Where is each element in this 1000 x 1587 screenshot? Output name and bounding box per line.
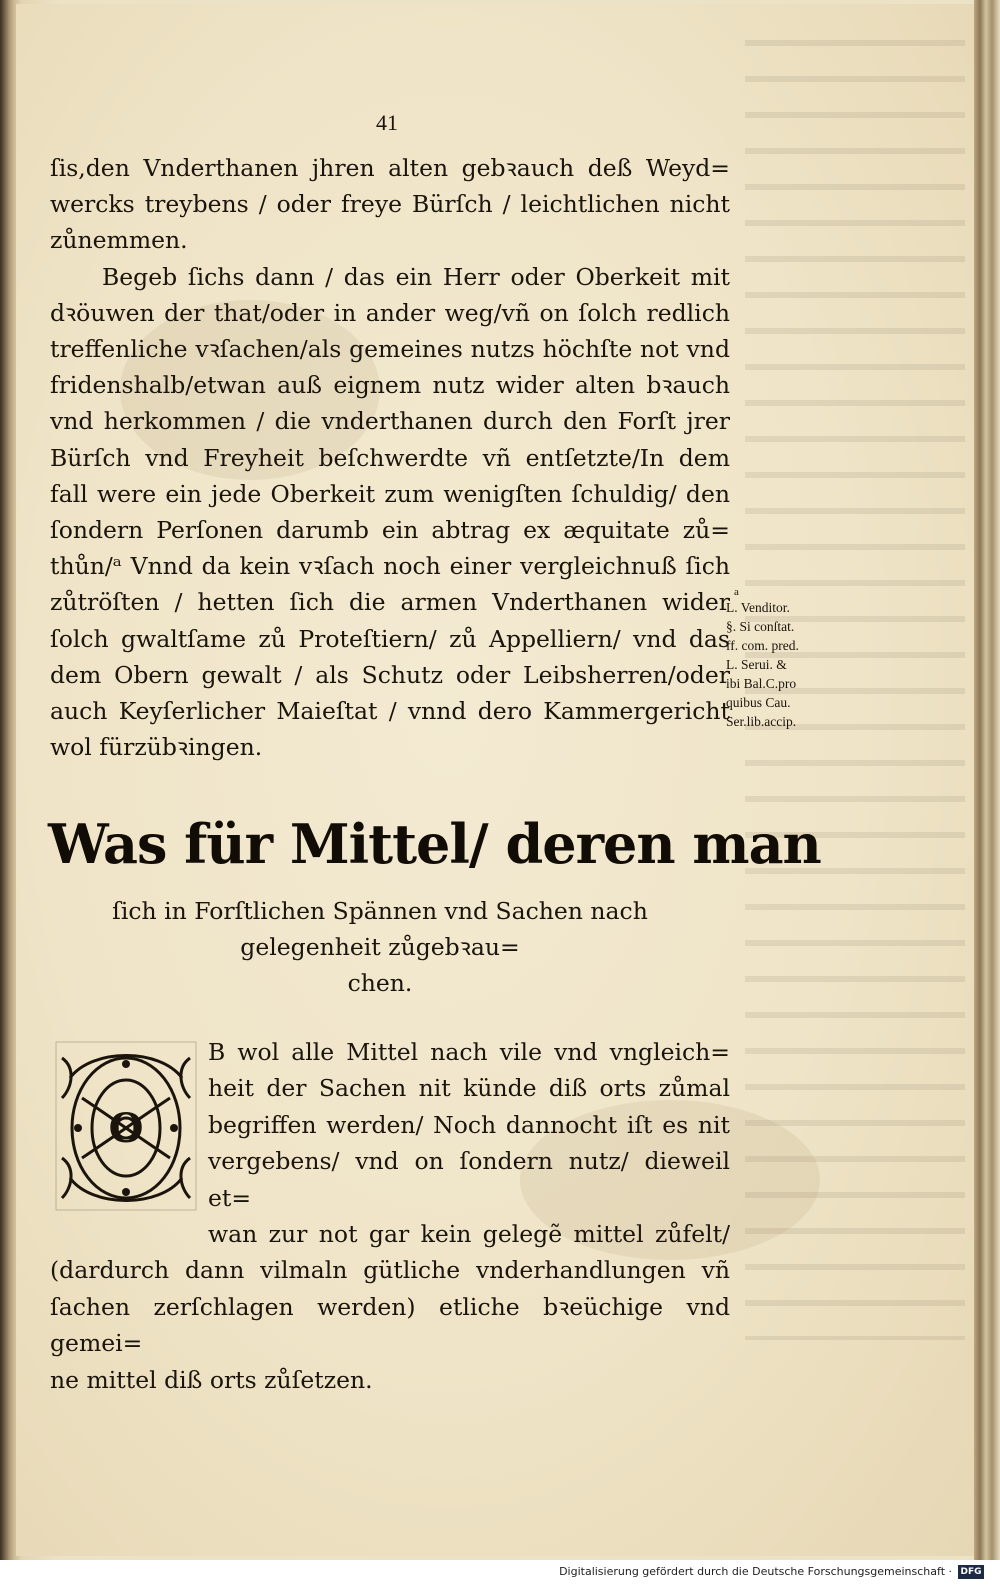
subheading-line: ſich in Forſtlichen Spännen vnd Sachen nach	[112, 897, 648, 925]
margin-note-line: L. Serui. &	[726, 657, 787, 672]
margin-note-line: ff. com. pred.	[726, 638, 799, 653]
initial-letter-glyph: O	[108, 1105, 144, 1152]
margin-note-line: L. Venditor.	[726, 600, 790, 615]
text-line: dꝛöuwen der that/oder in ander weg/vñ on ſolch redlich	[50, 298, 730, 327]
subheading-line: gelegenheit zůgebꝛau=	[240, 933, 520, 961]
text-line: ne mittel diß orts zůſetzen.	[50, 1365, 373, 1394]
page-number: 41	[376, 110, 398, 135]
subheading-line: chen.	[347, 969, 413, 997]
section-heading: Was für Mittel/ deren man	[48, 812, 821, 876]
text-line: Begeb ſichs dann / das ein Herr oder Oberkeit mit	[102, 262, 730, 291]
text-line: (dardurch dann vilmaln gütliche vnderhandlungen vñ	[50, 1256, 730, 1285]
footer-credit: Digitalisierung gefördert durch die Deutsche Forschungsgemeinschaft ·	[559, 1565, 952, 1578]
section-subheading	[80, 893, 680, 1001]
text-line: vergebens/ vnd on ſondern nutz/ dieweil et=	[208, 1147, 730, 1212]
body-paragraph-1	[50, 150, 730, 765]
text-line: Bürſch vnd Freyheit beſchwerdte vñ entſetzte/In dem	[50, 443, 730, 472]
text-line: heit der Sachen nit künde diß orts zůmal	[208, 1074, 730, 1103]
margin-note-line: ibi Bal.C.pro	[726, 676, 797, 691]
text-line: auch Keyſerlicher Maieſtat / vnnd dero Kammergericht	[50, 697, 730, 726]
text-line: B wol alle Mittel nach vile vnd vngleich=	[208, 1038, 730, 1066]
text-line: dem Obern gewalt / als Schutz oder Leibsherren/oder	[50, 660, 730, 689]
text-line: begriffen werden/ Noch dannocht iſt es nit	[208, 1110, 730, 1139]
text-line: wan zur not gar kein gelegẽ mittel zůfelt/	[208, 1220, 730, 1249]
text-line: thůn/ᵃ Vnnd da kein vꝛſach noch einer vergleichnuß ſich	[50, 552, 730, 581]
text-line: zůnemmen.	[50, 226, 188, 255]
body-paragraph-2	[50, 1034, 730, 1398]
margin-note-marker: a	[734, 586, 739, 598]
text-line: zůtröſten / hetten ſich die armen Vnderthanen wider	[50, 588, 730, 617]
text-line: vnd herkommen / die vnderthanen durch den Forſt jrer	[50, 407, 730, 436]
text-line: ſachen zerſchlagen werden) etliche bꝛeüchige vnd gemei=	[50, 1292, 730, 1358]
text-line: ſis,den Vnderthanen jhren alten gebꝛauch deß Weyd=	[50, 154, 730, 182]
text-line: ſolch gwaltſame zů Proteſtiern/ zů Appelliern/ vnd das	[50, 624, 730, 653]
text-line: fall were ein jede Oberkeit zum wenigſten ſchuldig/ den	[50, 479, 730, 508]
margin-note	[726, 586, 836, 731]
dfg-logo: DFG	[958, 1565, 984, 1579]
text-line: treffenliche vꝛſachen/als gemeines nutzs höchſte not vnd	[50, 335, 730, 364]
text-line: wol fürzübꝛingen.	[50, 733, 263, 762]
text-line: wercks treybens / oder freye Bürſch / leichtlichen nicht	[50, 190, 730, 219]
margin-note-line: §. Si conſtat.	[726, 619, 795, 634]
book-edge-right	[974, 0, 1000, 1560]
text-line: fridenshalb/etwan auß eignem nutz wider alten bꝛauch	[50, 371, 730, 400]
text-line: ſondern Perſonen darumb ein abtrag ex æquitate zů=	[50, 516, 730, 545]
margin-note-line: Ser.lib.accip.	[726, 714, 797, 729]
margin-note-line: quibus Cau.	[726, 695, 791, 710]
